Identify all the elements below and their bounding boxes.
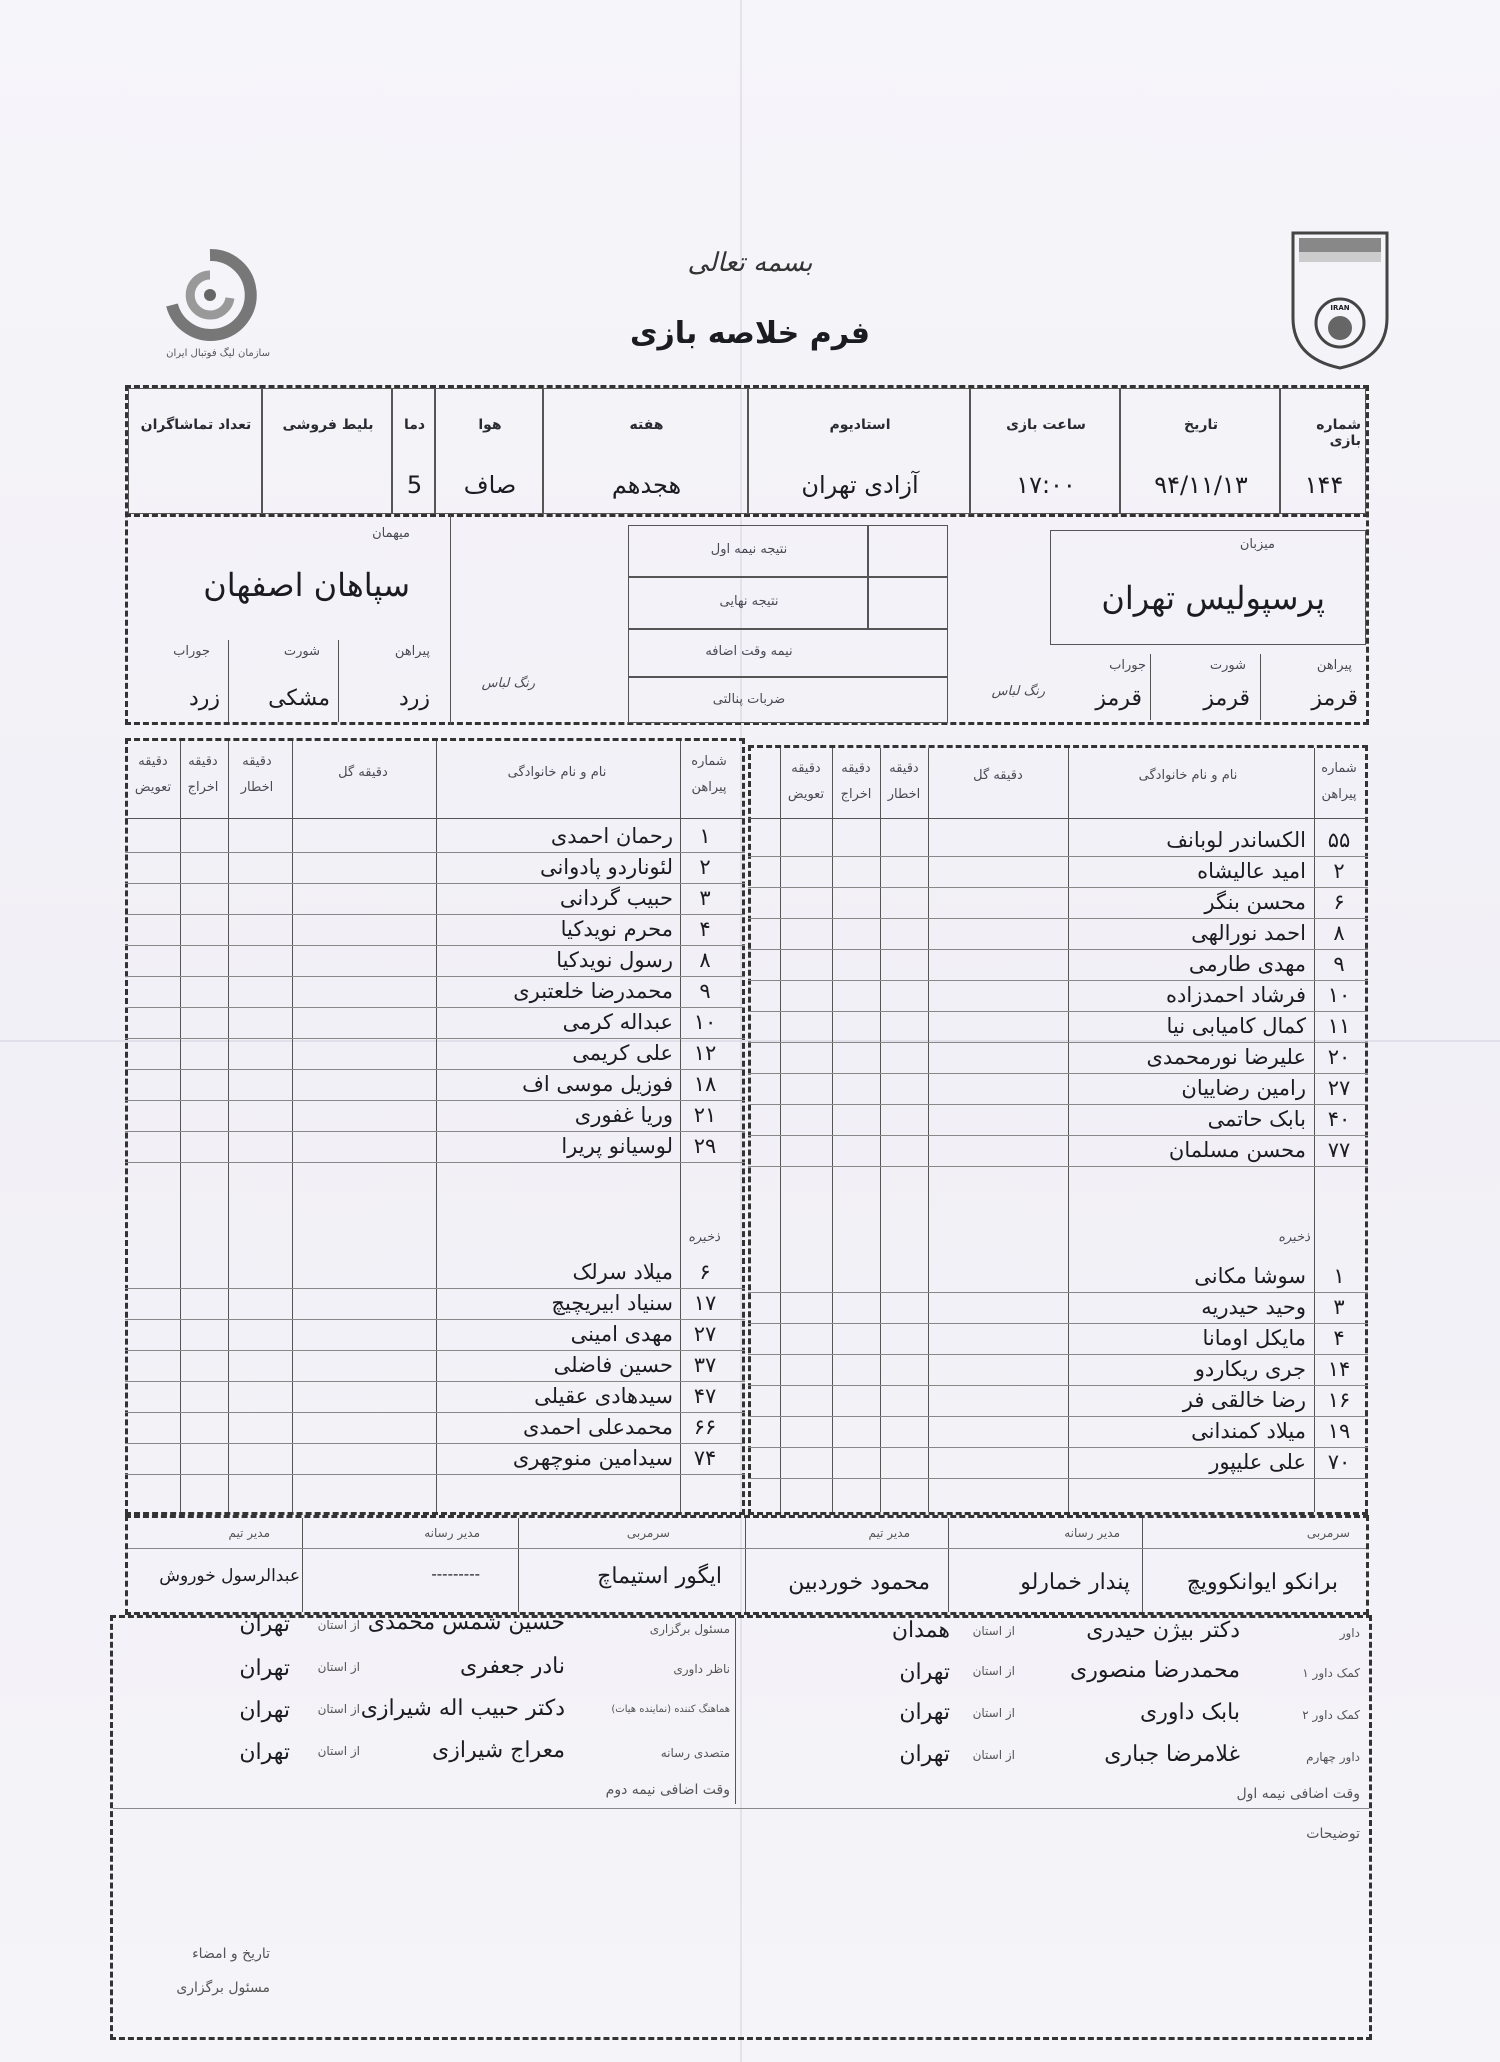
guest-exp-h2: اخراج bbox=[187, 780, 219, 795]
guest-media-name: --------- bbox=[431, 1564, 480, 1583]
host-reserves-label: ذخیره bbox=[1278, 1230, 1310, 1245]
cell-tickets bbox=[262, 388, 392, 514]
guest-manager-name: عبدالرسول خوروش bbox=[159, 1566, 300, 1586]
guest-shirt-label: پیراهن bbox=[394, 644, 430, 659]
host-label: میزبان bbox=[1239, 537, 1275, 552]
host-player-row bbox=[748, 919, 1368, 950]
host-reserve-number: ۱۹ bbox=[1327, 1419, 1351, 1443]
cell-stadium bbox=[748, 388, 970, 514]
media-officer-province: تهران bbox=[239, 1740, 290, 1765]
host-name-header: نام و نام خانوادگی bbox=[1138, 768, 1238, 783]
guest-reserve-number: ۴۷ bbox=[693, 1384, 717, 1408]
divider bbox=[1150, 654, 1151, 720]
guest-reserve-row bbox=[125, 1320, 745, 1351]
guest-socks-label: جوراب bbox=[173, 644, 210, 659]
guest-num-h1: شماره bbox=[691, 754, 727, 769]
ar1-name: محمدرضا منصوری bbox=[1070, 1658, 1240, 1683]
guest-player-number: ۱۲ bbox=[693, 1041, 717, 1065]
host-player-name: فرشاد احمدزاده bbox=[1166, 983, 1306, 1007]
guest-reserve-name: سیدهادی عقیلی bbox=[534, 1384, 673, 1408]
guest-team-cell bbox=[128, 518, 450, 636]
host-kit-color-label: رنگ لباس bbox=[991, 684, 1045, 699]
guest-player-row bbox=[125, 946, 745, 977]
coordinator-from-label: از استان bbox=[317, 1702, 360, 1716]
label-match-number: شماره بازی bbox=[1316, 417, 1361, 449]
host-reserve-row bbox=[748, 1324, 1368, 1355]
guest-warn-h1: دقیقه bbox=[242, 754, 272, 769]
guest-reserve-number: ۱۷ bbox=[693, 1291, 717, 1315]
ar1-province: تهران bbox=[899, 1660, 950, 1685]
guest-coach-label: سرمربی bbox=[626, 1526, 670, 1540]
guest-socks-value: زرد bbox=[188, 686, 220, 711]
host-player-row bbox=[748, 1136, 1368, 1167]
guest-reserve-name: سیدامین منوچهری bbox=[512, 1446, 673, 1470]
host-exp-h2: اخراج bbox=[840, 787, 872, 802]
host-player-number: ۷۷ bbox=[1327, 1138, 1351, 1162]
guest-player-row bbox=[125, 1132, 745, 1163]
host-player-name: رامین رضاییان bbox=[1181, 1076, 1306, 1100]
coordinator-name: دکتر حبیب اله شیرازی bbox=[360, 1696, 565, 1721]
guest-kit-color-label: رنگ لباس bbox=[481, 676, 535, 691]
media-officer-name: معراج شیرازی bbox=[431, 1738, 565, 1763]
host-warn-header bbox=[880, 756, 928, 808]
host-player-name: امید عالیشاه bbox=[1197, 859, 1306, 883]
guest-player-name: وریا غفوری bbox=[574, 1103, 673, 1127]
host-player-number: ۴۰ bbox=[1327, 1107, 1351, 1131]
host-warn-h2: اخطار bbox=[887, 787, 921, 802]
organizer-province: تهران bbox=[239, 1612, 290, 1637]
guest-exp-h1: دقیقه bbox=[188, 754, 218, 769]
organizer-from-label: از استان bbox=[317, 1618, 360, 1632]
guest-reserve-name: محمدعلی احمدی bbox=[522, 1415, 673, 1439]
host-reserve-number: ۷۰ bbox=[1327, 1450, 1351, 1474]
host-shorts-value: قرمز bbox=[1203, 686, 1250, 711]
guest-player-number: ۱۸ bbox=[693, 1072, 717, 1096]
divider bbox=[748, 1478, 1368, 1479]
host-player-row bbox=[748, 981, 1368, 1012]
host-kit-row bbox=[1050, 650, 1366, 722]
label-weather: هوا bbox=[478, 417, 502, 433]
guest-reserve-number: ۶۶ bbox=[693, 1415, 717, 1439]
form-title: فرم خلاصه بازی bbox=[629, 316, 871, 351]
bismillah: بسمه تعالی bbox=[687, 248, 813, 278]
label-date: تاریخ bbox=[1184, 417, 1218, 433]
footer-organizer-label: مسئول برگزاری bbox=[176, 1980, 270, 1996]
host-player-name: احمد نورالهی bbox=[1191, 921, 1306, 945]
host-player-name: محسن مسلمان bbox=[1168, 1138, 1306, 1162]
result-final-value bbox=[868, 577, 948, 629]
host-reserve-number: ۳ bbox=[1333, 1295, 1345, 1319]
ar2-name: بابک داوری bbox=[1139, 1700, 1240, 1725]
guest-player-name: فوزیل موسی اف bbox=[522, 1072, 673, 1096]
host-player-name: بابک حاتمی bbox=[1207, 1107, 1306, 1131]
host-media-name: پندار خمارلو bbox=[1020, 1570, 1130, 1595]
host-exp-h1: دقیقه bbox=[841, 761, 871, 776]
cell-week bbox=[543, 388, 748, 514]
guest-player-number: ۲ bbox=[699, 855, 711, 879]
guest-roster-header bbox=[125, 741, 745, 819]
guest-player-number: ۱ bbox=[699, 824, 711, 848]
host-reserve-name: مایکل اومانا bbox=[1202, 1326, 1306, 1350]
fourth-name: غلامرضا جباری bbox=[1104, 1742, 1240, 1767]
organizer-label: مسئول برگزاری bbox=[649, 1622, 730, 1636]
divider bbox=[735, 1618, 736, 1804]
host-sub-h1: دقیقه bbox=[791, 761, 821, 776]
host-player-number: ۲ bbox=[1333, 859, 1345, 883]
referee-label: داور bbox=[1339, 1626, 1360, 1640]
guest-player-name: رسول نویدکیا bbox=[556, 948, 673, 972]
cell-match-number bbox=[1280, 388, 1366, 514]
host-sub-h2: تعویض bbox=[787, 787, 825, 802]
fourth-from-label: از استان bbox=[972, 1748, 1015, 1762]
host-player-number: ۶ bbox=[1333, 890, 1345, 914]
host-sub-header bbox=[780, 756, 832, 808]
divider bbox=[302, 1518, 303, 1612]
referee-from-label: از استان bbox=[972, 1624, 1015, 1638]
label-temperature: دما bbox=[403, 417, 426, 433]
host-reserve-row bbox=[748, 1417, 1368, 1448]
host-shirt-value: قرمز bbox=[1311, 686, 1358, 711]
guest-exp-header bbox=[179, 749, 227, 801]
divider bbox=[338, 640, 339, 722]
host-socks-label: جوراب bbox=[1109, 658, 1146, 673]
host-reserve-name: جری ریکاردو bbox=[1194, 1357, 1306, 1381]
host-player-row bbox=[748, 950, 1368, 981]
observer-name: نادر جعفری bbox=[460, 1654, 565, 1679]
guest-player-number: ۳ bbox=[699, 886, 711, 910]
host-team-cell bbox=[1050, 530, 1366, 645]
guest-player-name: رحمان احمدی bbox=[550, 824, 673, 848]
guest-reserve-name: سنیاد ابیریچیچ bbox=[551, 1291, 673, 1315]
guest-player-number: ۴ bbox=[699, 917, 711, 941]
host-player-number: ۹ bbox=[1333, 952, 1345, 976]
final-label: نتیجه نهایی bbox=[719, 594, 779, 609]
host-player-number: ۲۷ bbox=[1327, 1076, 1351, 1100]
guest-player-name: علی کریمی bbox=[572, 1041, 673, 1065]
ffiri-badge: IRAN bbox=[1330, 304, 1350, 312]
host-player-number: ۱۰ bbox=[1327, 983, 1351, 1007]
result-final-label bbox=[628, 577, 868, 629]
guest-player-name: لوسیانو پریرا bbox=[561, 1134, 673, 1158]
host-player-name: مهدی طارمی bbox=[1188, 952, 1306, 976]
guest-player-row bbox=[125, 1039, 745, 1070]
host-reserve-number: ۱۴ bbox=[1327, 1357, 1351, 1381]
divider bbox=[125, 1474, 745, 1475]
added-time-2-label: وقت اضافی نیمه دوم bbox=[605, 1782, 730, 1798]
host-exp-header bbox=[832, 756, 880, 808]
guest-shirt-value: زرد bbox=[398, 686, 430, 711]
divider bbox=[128, 1548, 1366, 1549]
host-shorts-label: شورت bbox=[1209, 658, 1246, 673]
guest-warn-h2: اخطار bbox=[240, 780, 274, 795]
guest-player-row bbox=[125, 1101, 745, 1132]
guest-player-name: حبیب گردانی bbox=[559, 886, 673, 910]
guest-coach-name: ایگور استیماچ bbox=[597, 1564, 722, 1589]
divider bbox=[125, 1162, 745, 1163]
guest-reserves-label: ذخیره bbox=[688, 1230, 720, 1245]
host-player-row bbox=[748, 888, 1368, 919]
host-team-name: پرسپولیس تهران bbox=[1101, 579, 1325, 617]
result-half-label bbox=[628, 525, 868, 577]
host-player-row bbox=[748, 1074, 1368, 1105]
guest-reserve-row bbox=[125, 1351, 745, 1382]
host-goal-header: دقیقه گل bbox=[973, 768, 1023, 783]
host-player-number: ۸ bbox=[1333, 921, 1345, 945]
guest-sub-h2: تعویض bbox=[134, 780, 172, 795]
host-roster-header bbox=[748, 748, 1368, 819]
divider bbox=[450, 515, 451, 725]
league-org-text: سازمان لیگ فوتبال ایران bbox=[166, 348, 270, 359]
guest-player-row bbox=[125, 1008, 745, 1039]
result-extra-label bbox=[628, 629, 948, 677]
guest-reserve-name: مهدی امینی bbox=[570, 1322, 673, 1346]
cell-time bbox=[970, 388, 1120, 514]
host-manager-name: محمود خوردبین bbox=[788, 1570, 930, 1595]
host-coach-name: برانکو ایوانکوویچ bbox=[1186, 1570, 1338, 1595]
host-shirt-label: پیراهن bbox=[1316, 658, 1352, 673]
guest-name-header: نام و نام خانوادگی bbox=[507, 765, 607, 780]
host-player-row bbox=[748, 857, 1368, 888]
host-reserve-name: میلاد کمندانی bbox=[1191, 1419, 1306, 1443]
guest-team-name: سپاهان اصفهان bbox=[203, 566, 410, 604]
media-officer-from-label: از استان bbox=[317, 1744, 360, 1758]
media-officer-label: متصدی رسانه bbox=[660, 1746, 730, 1760]
guest-reserve-name: میلاد سرلک bbox=[572, 1260, 673, 1284]
host-reserve-name: رضا خالقی فر bbox=[1182, 1388, 1306, 1412]
guest-reserve-row bbox=[125, 1413, 745, 1444]
ar2-from-label: از استان bbox=[972, 1706, 1015, 1720]
host-reserve-row bbox=[748, 1262, 1368, 1293]
host-player-name: کمال کامیابی نیا bbox=[1166, 1014, 1306, 1038]
coordinator-label: هماهنگ کننده (نماینده هیات) bbox=[611, 1704, 730, 1715]
divider bbox=[745, 1518, 746, 1612]
cell-weather bbox=[435, 388, 543, 514]
guest-player-row bbox=[125, 977, 745, 1008]
guest-player-number: ۲۱ bbox=[693, 1103, 717, 1127]
divider bbox=[125, 514, 1369, 517]
host-player-name: علیرضا نورمحمدی bbox=[1146, 1045, 1306, 1069]
divider bbox=[748, 1166, 1368, 1167]
host-player-number: ۵۵ bbox=[1327, 828, 1351, 852]
half-time-label: نتیجه نیمه اول bbox=[710, 542, 788, 557]
ffiri-logo bbox=[1285, 228, 1395, 373]
guest-media-label: مدیر رسانه bbox=[424, 1526, 480, 1540]
host-reserve-row bbox=[748, 1355, 1368, 1386]
guest-player-number: ۸ bbox=[699, 948, 711, 972]
guest-player-name: محرم نویدکیا bbox=[560, 917, 673, 941]
host-player-name: الکساندر لوبانف bbox=[1166, 828, 1306, 852]
host-reserve-row bbox=[748, 1386, 1368, 1417]
label-spectators: تعداد تماشاگران bbox=[140, 417, 252, 433]
guest-warn-header bbox=[227, 749, 287, 801]
guest-player-row bbox=[125, 1070, 745, 1101]
host-coach-label: سرمربی bbox=[1306, 1526, 1350, 1540]
guest-manager-label: مدیر تیم bbox=[228, 1526, 270, 1540]
label-tickets: بلیط فروشی bbox=[282, 417, 374, 433]
guest-reserve-row bbox=[125, 1444, 745, 1475]
guest-player-number: ۱۰ bbox=[693, 1010, 717, 1034]
value-weather: صاف bbox=[463, 471, 517, 499]
guest-kit-row bbox=[128, 640, 450, 722]
host-media-label: مدیر رسانه bbox=[1064, 1526, 1120, 1540]
observer-province: تهران bbox=[239, 1656, 290, 1681]
guest-reserve-name: حسین فاضلی bbox=[553, 1353, 673, 1377]
notes-label: توضیحات bbox=[1306, 1826, 1360, 1842]
added-time-1-label: وقت اضافی نیمه اول bbox=[1236, 1786, 1360, 1802]
divider bbox=[228, 640, 229, 722]
guest-player-row bbox=[125, 822, 745, 853]
referee-name: دکتر بیژن حیدری bbox=[1086, 1618, 1240, 1643]
guest-shorts-value: مشکی bbox=[268, 686, 330, 711]
host-reserve-name: وحید حیدریه bbox=[1201, 1295, 1306, 1319]
host-player-row bbox=[748, 1043, 1368, 1074]
host-num-header bbox=[1314, 756, 1364, 808]
observer-from-label: از استان bbox=[317, 1660, 360, 1674]
host-warn-h1: دقیقه bbox=[889, 761, 919, 776]
label-week: هفته bbox=[629, 417, 664, 433]
host-player-number: ۲۰ bbox=[1327, 1045, 1351, 1069]
value-stadium: آزادی تهران bbox=[801, 471, 919, 499]
value-match-number: ۱۴۴ bbox=[1304, 471, 1344, 499]
host-manager-label: مدیر تیم bbox=[868, 1526, 910, 1540]
host-reserve-name: علی علیپور bbox=[1209, 1450, 1306, 1474]
cell-date bbox=[1120, 388, 1280, 514]
host-reserve-row bbox=[748, 1448, 1368, 1479]
guest-player-number: ۲۹ bbox=[693, 1134, 717, 1158]
guest-player-name: محمدرضا خلعتبری bbox=[513, 979, 673, 1003]
guest-num-h2: پیراهن bbox=[691, 780, 727, 795]
result-penalties-label bbox=[628, 677, 948, 723]
guest-player-name: لئوناردو پادوانی bbox=[539, 855, 673, 879]
guest-sub-h1: دقیقه bbox=[138, 754, 168, 769]
ar1-from-label: از استان bbox=[972, 1664, 1015, 1678]
host-reserve-row bbox=[748, 1293, 1368, 1324]
penalties-label: ضربات پنالتی bbox=[712, 692, 786, 707]
guest-player-name: عبداله کرمی bbox=[562, 1010, 673, 1034]
ar2-label: کمک داور ۲ bbox=[1302, 1708, 1360, 1722]
ar2-province: تهران bbox=[899, 1700, 950, 1725]
date-sign-label: تاریخ و امضاء bbox=[192, 1946, 270, 1962]
extra-time-label: نیمه وقت اضافه bbox=[705, 644, 793, 659]
ar1-label: کمک داور ۱ bbox=[1302, 1666, 1360, 1680]
league-logo bbox=[150, 240, 270, 360]
host-num-h1: شماره bbox=[1321, 761, 1357, 776]
label-time: ساعت بازی bbox=[1006, 417, 1086, 433]
host-reserve-number: ۴ bbox=[1333, 1326, 1345, 1350]
guest-player-row bbox=[125, 853, 745, 884]
cell-temperature bbox=[392, 388, 435, 514]
value-time: ۱۷:۰۰ bbox=[1016, 471, 1076, 499]
host-player-row bbox=[748, 1012, 1368, 1043]
host-player-row bbox=[748, 826, 1368, 857]
organizer-name: حسین شمس محمدی bbox=[367, 1610, 565, 1635]
observer-label: ناظر داوری bbox=[673, 1662, 730, 1676]
result-half-value bbox=[868, 525, 948, 577]
divider bbox=[1260, 654, 1261, 720]
referee-province: همدان bbox=[891, 1618, 950, 1643]
divider bbox=[518, 1518, 519, 1612]
guest-player-row bbox=[125, 884, 745, 915]
host-socks-value: قرمز bbox=[1095, 686, 1142, 711]
value-date: ۹۴/۱۱/۱۳ bbox=[1154, 471, 1248, 499]
fourth-province: تهران bbox=[899, 1742, 950, 1767]
host-reserve-number: ۱ bbox=[1333, 1264, 1345, 1288]
guest-reserve-number: ۶ bbox=[699, 1260, 711, 1284]
guest-reserve-number: ۷۴ bbox=[693, 1446, 717, 1470]
host-reserve-number: ۱۶ bbox=[1327, 1388, 1351, 1412]
divider bbox=[948, 1518, 949, 1612]
host-player-row bbox=[748, 1105, 1368, 1136]
guest-goal-header: دقیقه گل bbox=[338, 765, 388, 780]
guest-reserve-row bbox=[125, 1382, 745, 1413]
guest-shorts-label: شورت bbox=[283, 644, 320, 659]
fourth-label: داور چهارم bbox=[1306, 1750, 1360, 1764]
host-player-name: محسن بنگر bbox=[1204, 890, 1306, 914]
value-temperature: 5 bbox=[406, 471, 423, 499]
guest-player-number: ۹ bbox=[699, 979, 711, 1003]
guest-reserve-number: ۲۷ bbox=[693, 1322, 717, 1346]
cell-spectators bbox=[128, 388, 262, 514]
guest-label: میهمان bbox=[372, 526, 410, 541]
guest-player-row bbox=[125, 915, 745, 946]
label-stadium: استادیوم bbox=[829, 417, 891, 433]
guest-num-header bbox=[681, 749, 737, 801]
coordinator-province: تهران bbox=[239, 1698, 290, 1723]
host-num-h2: پیراهن bbox=[1321, 787, 1357, 802]
divider bbox=[113, 1808, 1369, 1809]
guest-reserve-row bbox=[125, 1289, 745, 1320]
guest-sub-header bbox=[127, 749, 179, 801]
host-reserve-name: سوشا مکانی bbox=[1194, 1264, 1306, 1288]
guest-reserve-row bbox=[125, 1258, 745, 1289]
host-player-number: ۱۱ bbox=[1327, 1014, 1351, 1038]
guest-reserve-number: ۳۷ bbox=[693, 1353, 717, 1377]
divider bbox=[1142, 1518, 1143, 1612]
value-week: هجدهم bbox=[611, 471, 682, 499]
